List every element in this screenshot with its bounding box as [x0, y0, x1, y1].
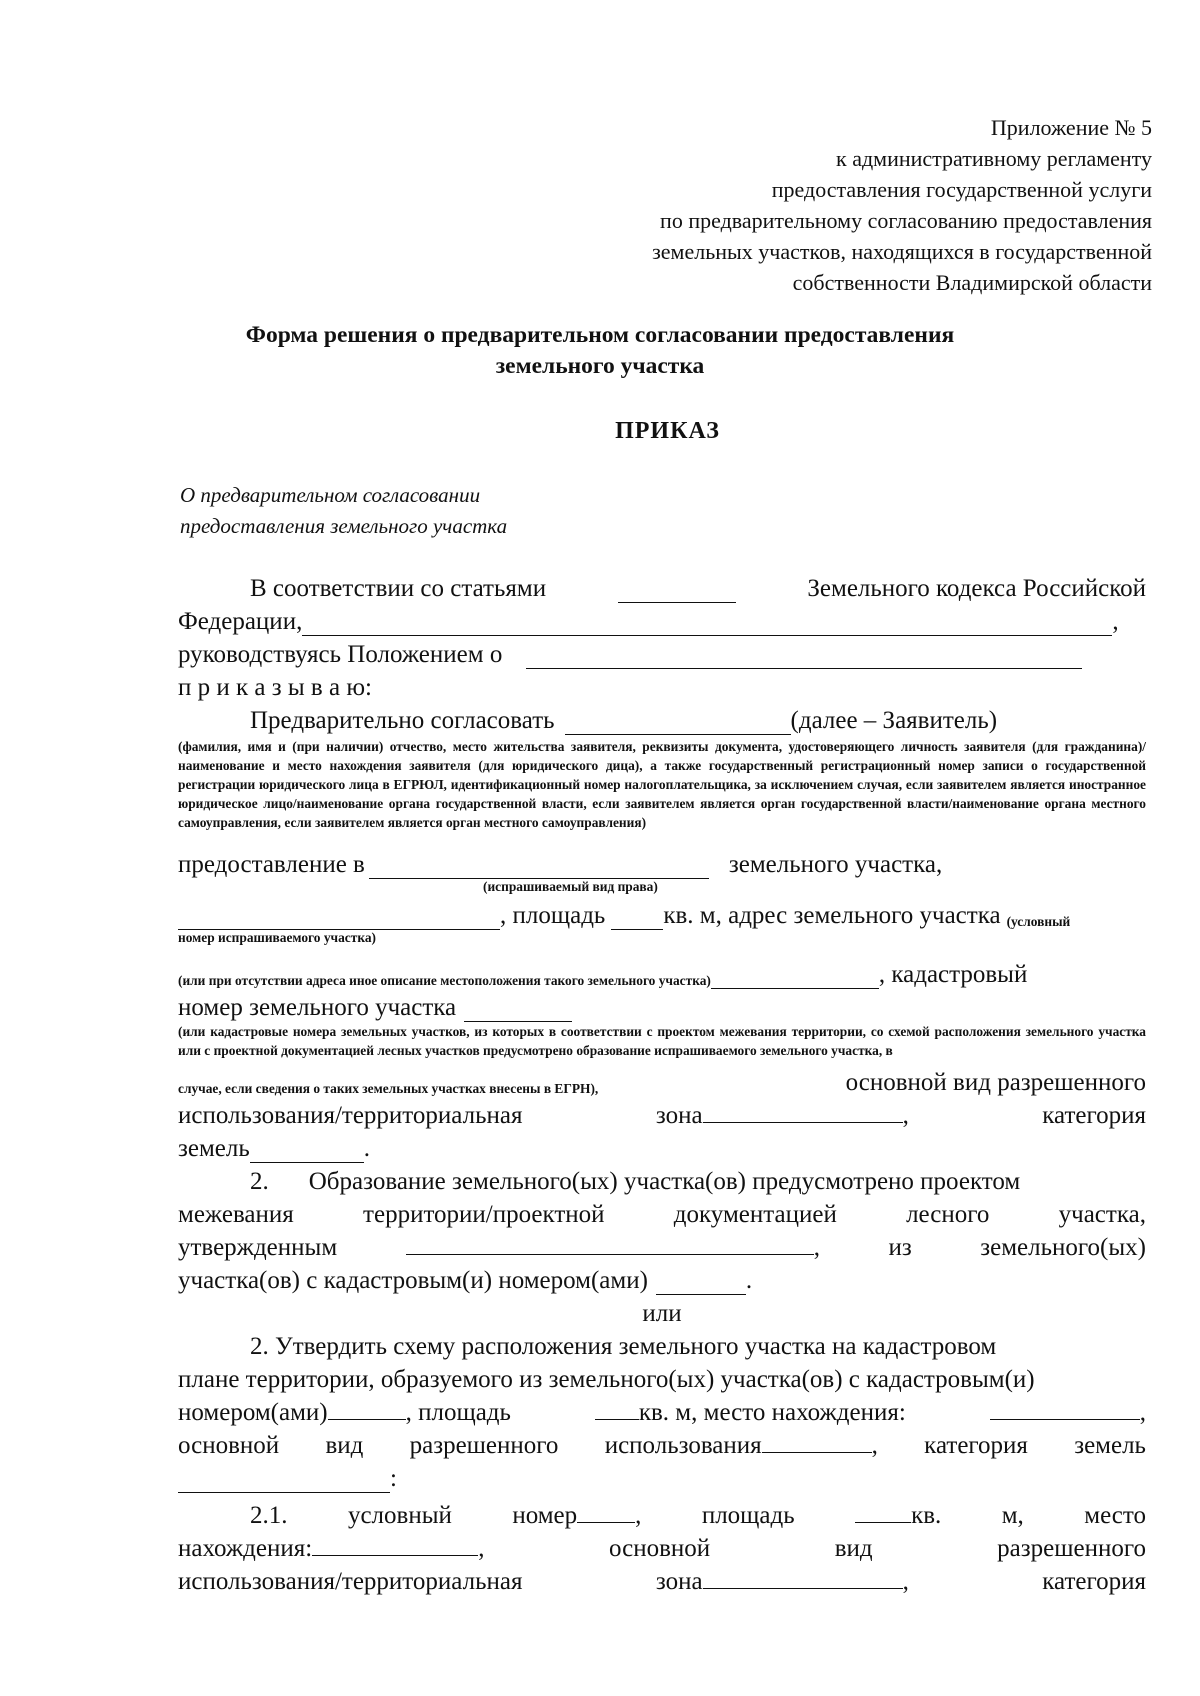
text: (условный [1006, 914, 1071, 929]
blank-zone [703, 1098, 903, 1123]
para-8-line-2 [178, 1361, 1146, 1394]
note-right-type: (испрашиваемый вид права) [483, 879, 658, 894]
blank-sub-zone [703, 1564, 903, 1589]
text: кв. м, место нахождения: [638, 1399, 906, 1426]
text: или [642, 1300, 682, 1327]
blank-location [711, 964, 879, 989]
blank-scheme-category [178, 1468, 390, 1493]
text: , [1112, 608, 1119, 635]
para-7-line-3 [178, 1229, 1146, 1262]
text: зона [655, 1568, 703, 1595]
para-5-line-1 [178, 956, 1146, 989]
blank-source-numbers [328, 1395, 406, 1420]
appendix-header [552, 112, 1152, 298]
para-6-line-3 [178, 1130, 1146, 1163]
text: , [902, 1568, 909, 1595]
text: территории/проектной [363, 1201, 605, 1228]
text: из [888, 1234, 912, 1261]
text: , площадь [405, 1399, 511, 1426]
text: использования/территориальная [178, 1102, 523, 1129]
blank-source-cadastral [656, 1270, 746, 1295]
text: предоставление в [178, 851, 365, 878]
text: плане территории, образуемого из земельного(ых) участка(ов) с кадастровым(и) [178, 1366, 1035, 1393]
text: участка(ов) с кадастровым(и) номером(ами) [178, 1267, 648, 1294]
text: земельного(ых) [980, 1234, 1146, 1261]
blank-federation [302, 611, 1112, 636]
para-8-line-1 [178, 1328, 1146, 1361]
text: номером(ами) [178, 1399, 328, 1426]
blank-applicant [565, 710, 791, 735]
text: Земельного кодекса Российской [807, 575, 1146, 602]
text: , кадастровый [878, 961, 1028, 988]
para-4-line-1 [178, 897, 1146, 930]
text: Федерации, [178, 608, 303, 635]
text: зона [655, 1102, 703, 1129]
text: условный [347, 1502, 452, 1529]
note-cadastral: (или кадастровые номера земельных участков, из которых в соответствии с проектом межевания территории, со схемой расположения земельного участка или с проектной документацией лесных участков предусмотрено образование испрашиваемого земельного участка, в [178, 1024, 1146, 1058]
para-1-line-3 [178, 636, 1146, 669]
para-9-line-1 [178, 1497, 1146, 1530]
text: номер земельного участка [178, 994, 457, 1021]
para-2-line-1 [178, 702, 1146, 735]
text: м, [1001, 1502, 1024, 1529]
text: разрешенного [997, 1535, 1146, 1562]
text: , [1139, 1399, 1146, 1426]
text: утвержденным [178, 1234, 338, 1261]
para-7-line-1 [178, 1163, 1146, 1196]
text: разрешенного [409, 1432, 559, 1459]
title-line-1: Форма решения о предварительном согласовании предоставления [245, 322, 955, 348]
note-location: (или при отсутствии адреса иное описание местоположения такого земельного участка) [178, 973, 711, 988]
text: земельного участка, [728, 851, 943, 878]
text: категория [1042, 1568, 1146, 1595]
text: категория [924, 1432, 1028, 1459]
text: место [1084, 1502, 1146, 1529]
text: межевания [178, 1201, 294, 1228]
blank-conditional-number [178, 905, 500, 930]
header-line: предоставления государственной услуги [771, 177, 1152, 202]
subject-line-1: О предварительном согласовании [180, 483, 481, 507]
text: кв. м, адрес земельного участка [663, 902, 1001, 929]
text: : [390, 1465, 397, 1492]
note-egrn: случае, если сведения о таких земельных участках внесены в ЕГРН), [178, 1081, 599, 1096]
text: лесного [906, 1201, 990, 1228]
para-1-line-4 [178, 669, 1146, 702]
header-line: по предварительному согласованию предоставления [660, 208, 1152, 233]
blank-sub-area [855, 1498, 911, 1523]
header-line: к административному регламенту [836, 146, 1152, 171]
blank-sub-number [577, 1498, 635, 1523]
text: руководствуясь Положением о [178, 641, 503, 668]
blank-area [611, 905, 663, 930]
text: категория [1042, 1102, 1146, 1129]
text: , [813, 1234, 820, 1261]
para-1-line-2 [178, 603, 1146, 636]
text: земель [178, 1135, 250, 1162]
text: основной [609, 1535, 711, 1562]
blank-land-category [250, 1138, 364, 1163]
text: вид [325, 1432, 364, 1459]
para-3-line-1 [178, 846, 1146, 879]
text: , [902, 1102, 909, 1129]
text: . [363, 1135, 371, 1162]
item-number: 2.1. [250, 1502, 288, 1529]
blank-right-type [369, 854, 709, 879]
para-6-line-2 [178, 1097, 1146, 1130]
text: кв. [911, 1502, 942, 1529]
or-separator [178, 1295, 1146, 1328]
text: п р и к а з ы в а ю: [178, 674, 372, 701]
text: номер [512, 1502, 578, 1529]
text: основной вид разрешенного [845, 1069, 1146, 1096]
text: основной [178, 1432, 280, 1459]
blank-articles [618, 578, 736, 603]
text: , [635, 1502, 642, 1529]
text: участка, [1058, 1201, 1146, 1228]
para-1-line-1 [178, 570, 1146, 603]
blank-scheme-use [762, 1428, 872, 1453]
text: , [478, 1535, 485, 1562]
header-line: собственности Владимирской области [792, 270, 1152, 295]
para-9-line-2 [178, 1530, 1146, 1563]
text: использования/территориальная [178, 1568, 523, 1595]
para-5-line-2 [178, 989, 1146, 1022]
document-title [150, 320, 1050, 382]
text: Образование земельного(ых) участка(ов) предусмотрено проектом [308, 1168, 1021, 1195]
note-conditional-number: номер испрашиваемого участка) [178, 930, 376, 945]
para-8-line-4 [178, 1427, 1146, 1460]
text: , площадь [500, 902, 606, 929]
order-body [178, 570, 1146, 1596]
blank-regulation [526, 644, 1082, 669]
blank-approved-by [406, 1230, 814, 1255]
blank-sub-location [312, 1531, 478, 1556]
text: использования [604, 1432, 762, 1459]
header-line: Приложение № 5 [990, 115, 1152, 140]
para-8-line-3 [178, 1394, 1146, 1427]
text: площадь [701, 1502, 795, 1529]
note-applicant: (фамилия, имя и (при наличии) отчество, место жительства заявителя, реквизиты документа, удостоверяющего личность заявителя (для гражданина)/наименование и место нахождения заявителя (для юридического дица), а также государственный регистрационный номер записи о государственной регистрации юридического лица в ЕГРЮЛ, идентификационный номер налогоплательщика, за исключением случая, если заявителем является иностранное юридическое лицо/наименование органа государственной власти, если заявителем является орган государственной власти/наименование органа местного самоуправления, если заявителем является орган местного самоуправления) [178, 739, 1146, 830]
text: Предварительно согласовать [250, 707, 555, 734]
order-subject [180, 480, 507, 542]
text: В соответствии со статьями [250, 575, 547, 602]
para-7-line-2 [178, 1196, 1146, 1229]
title-line-2: земельного участка [495, 353, 705, 379]
text: 2. Утвердить схему расположения земельного участка на кадастровом [250, 1333, 997, 1360]
blank-scheme-location [990, 1395, 1140, 1420]
para-7-line-4 [178, 1262, 1146, 1295]
para-6-line-1 [178, 1064, 1146, 1097]
text: (далее – Заявитель) [790, 707, 998, 734]
order-heading: ПРИКАЗ [615, 418, 720, 444]
text: вид [834, 1535, 873, 1562]
text: . [745, 1267, 753, 1294]
header-line: земельных участков, находящихся в государственной [652, 239, 1152, 264]
text: , [871, 1432, 878, 1459]
text: земель [1074, 1432, 1146, 1459]
para-8-line-5 [178, 1460, 1146, 1493]
text: нахождения: [178, 1535, 313, 1562]
para-9-line-3 [178, 1563, 1146, 1596]
item-number: 2. [250, 1168, 269, 1195]
blank-scheme-area [595, 1395, 639, 1420]
text: документацией [673, 1201, 837, 1228]
blank-cadastral-number [464, 997, 572, 1022]
subject-line-2: предоставления земельного участка [180, 514, 508, 538]
